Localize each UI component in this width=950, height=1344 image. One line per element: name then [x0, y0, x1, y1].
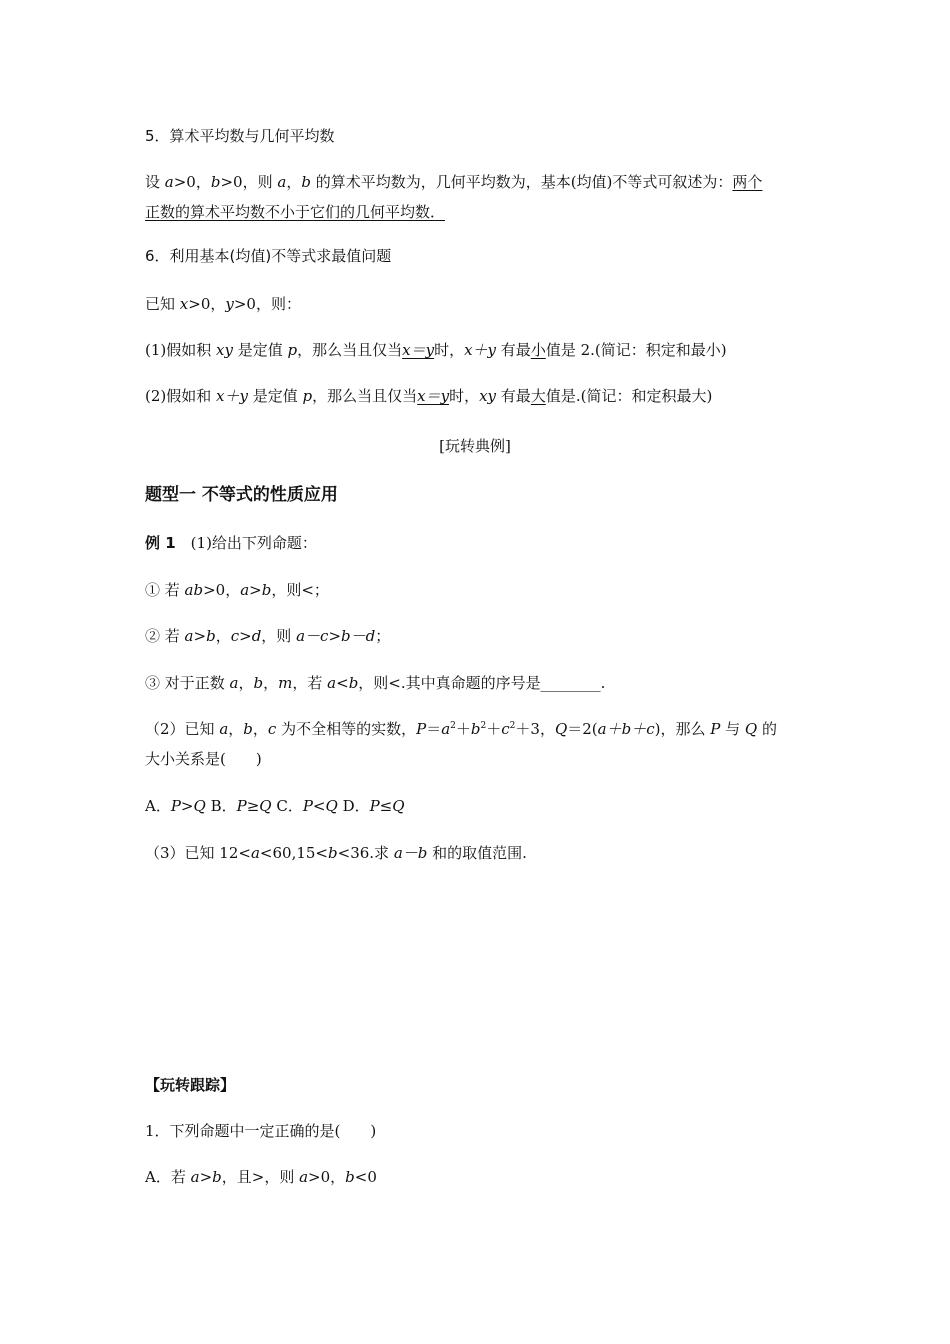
example-1-proposition-3: ③ 对于正数 a，b，m，若 a<b，则<.其中真命题的序号是________. [145, 674, 606, 692]
section-6-given: 已知 x>0，y>0，则： [145, 295, 301, 313]
example-1-part-3: （3）已知 12<a<60,15<b<36.求 a－b 和的取值范围. [145, 844, 527, 862]
question-1: 1．下列命题中一定正确的是( ) [145, 1122, 377, 1140]
question-1-option-a: A．若 a>b，且>，则 a>0，b<0 [145, 1168, 377, 1186]
section-6-item-2: (2)假如和 x＋y 是定值 p，那么当且仅当x＝y时，xy 有最大值是.(简记：和定积最大) [145, 387, 713, 405]
example-1-part-2-line-1: （2）已知 a，b，c 为不全相等的实数，$P=a^2+b^2+c^2+3$，Q＝2(a＋b＋c)，那么 P 与 Q 的 [145, 720, 777, 738]
section-heading-typical-examples: [玩转典例] [439, 437, 511, 455]
section-6-title: 6．利用基本(均值)不等式求最值问题 [145, 247, 392, 265]
example-1-part-2-line-2: 大小关系是( ) [145, 750, 262, 768]
type-1-heading: 题型一 不等式的性质应用 [145, 485, 338, 505]
example-1-part-2-options: A．P>Q B．P≥Q C．P<Q D．P≤Q [145, 797, 405, 815]
tracking-heading: 【玩转跟踪】 [145, 1076, 236, 1094]
section-6-item-1: (1)假如积 xy 是定值 p，那么当且仅当x＝y时，x＋y 有最小值是 2.(简记：积定和最小) [145, 341, 727, 359]
section-5-title: 5．算术平均数与几何平均数 [145, 127, 335, 145]
section-5-paragraph-line-1: 设 a>0，b>0，则 a，b 的算术平均数为，几何平均数为，基本(均值)不等式可叙述为：两个 [145, 173, 763, 191]
example-1-intro: 例 1 (1)给出下列命题： [145, 534, 317, 552]
example-1-proposition-2: ② 若 a>b，c>d，则 a－c>b－d； [145, 627, 391, 645]
example-1-proposition-1: ① 若 ab>0，a>b，则<； [145, 581, 329, 599]
section-5-paragraph-line-2: 正数的算术平均数不小于它们的几何平均数． [145, 203, 446, 221]
